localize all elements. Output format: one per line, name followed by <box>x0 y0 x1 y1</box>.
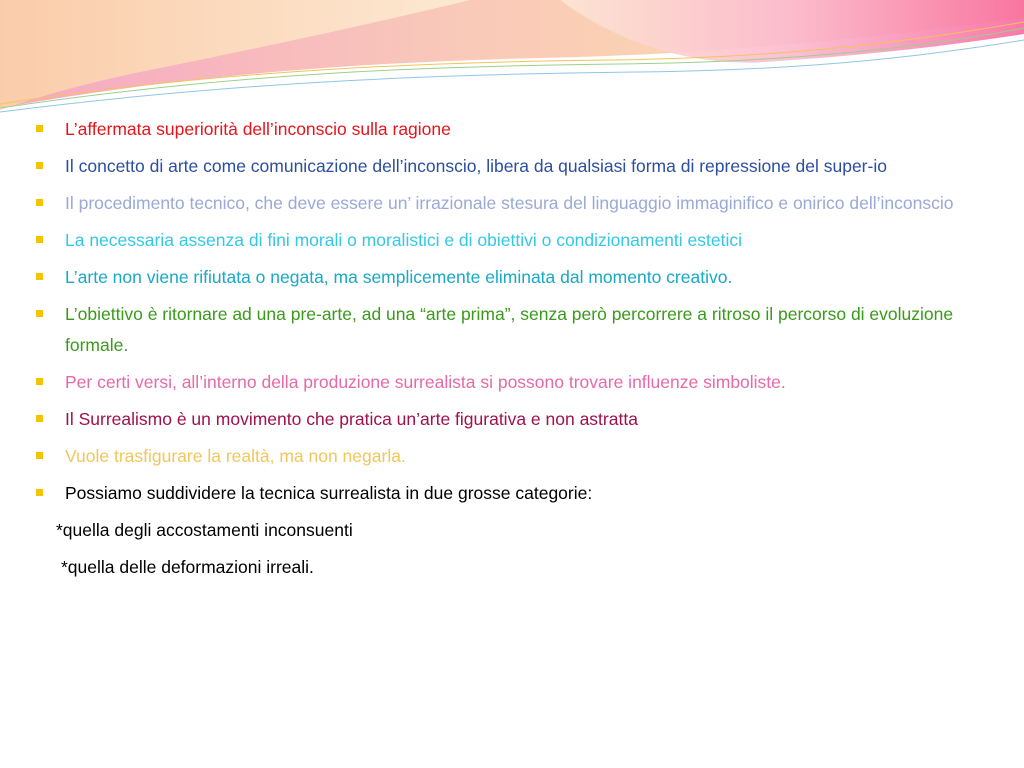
square-bullet-icon <box>36 310 43 317</box>
square-bullet-icon <box>36 199 43 206</box>
sub-line-category-1: *quella degli accostamenti inconsuenti <box>56 520 353 540</box>
bullet-text: Il Surrealismo è un movimento che pratica un’arte figurativa e non astratta <box>65 409 638 429</box>
square-bullet-icon <box>36 125 43 132</box>
bullet-item <box>36 367 996 398</box>
square-bullet-icon <box>36 378 43 385</box>
bullet-text: Per certi versi, all’interno della produzione surrealista si possono trovare influenze simboliste. <box>65 372 786 392</box>
decorative-header-wave <box>0 0 1024 120</box>
bullet-item <box>36 299 996 361</box>
bullet-item <box>36 114 996 145</box>
square-bullet-icon <box>36 236 43 243</box>
bullet-text: La necessaria assenza di fini morali o moralistici e di obiettivi o condizionamenti estetici <box>65 230 742 250</box>
bullet-item <box>36 262 996 293</box>
square-bullet-icon <box>36 415 43 422</box>
bullet-item <box>36 441 996 472</box>
bullet-item <box>36 478 996 509</box>
bullet-text: Vuole trasfigurare la realtà, ma non negarla. <box>65 446 406 466</box>
square-bullet-icon <box>36 273 43 280</box>
square-bullet-icon <box>36 452 43 459</box>
bullet-list <box>36 114 996 509</box>
bullet-item <box>36 151 996 182</box>
square-bullet-icon <box>36 489 43 496</box>
bullet-text: Possiamo suddividere la tecnica surrealista in due grosse categorie: <box>65 483 593 503</box>
bullet-text: L’affermata superiorità dell’inconscio sulla ragione <box>65 119 451 139</box>
bullet-text: Il concetto di arte come comunicazione dell’inconscio, libera da qualsiasi forma di repressione del super-io <box>65 156 887 176</box>
content-area <box>36 114 996 589</box>
square-bullet-icon <box>36 162 43 169</box>
bullet-text: L’arte non viene rifiutata o negata, ma semplicemente eliminata dal momento creativo. <box>65 267 733 287</box>
bullet-item <box>36 404 996 435</box>
bullet-item <box>36 225 996 256</box>
sub-line-category-2: *quella delle deformazioni irreali. <box>61 557 314 577</box>
bullet-item <box>36 188 996 219</box>
bullet-text: Il procedimento tecnico, che deve essere un’ irrazionale stesura del linguaggio immaginifico e onirico dell’inconscio <box>65 193 954 213</box>
bullet-text: L’obiettivo è ritornare ad una pre-arte, ad una “arte prima”, senza però percorrere a ritroso il percorso di evoluzione formale. <box>65 304 954 355</box>
